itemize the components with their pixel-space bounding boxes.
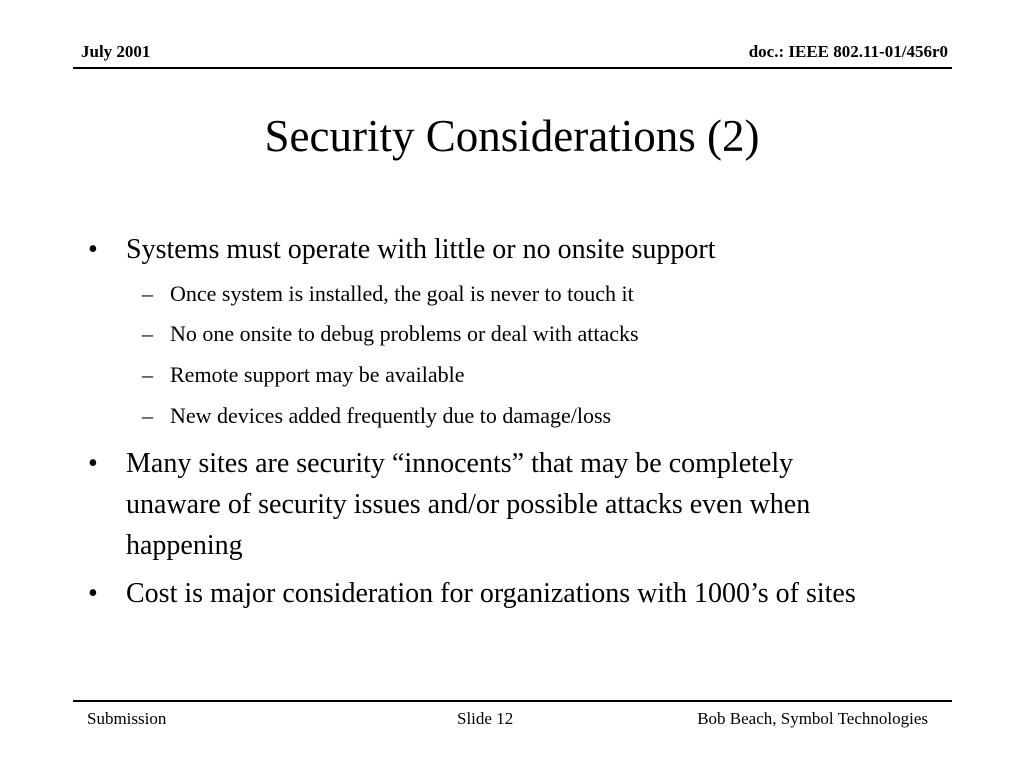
bullet-marker: • bbox=[88, 578, 98, 609]
footer-divider bbox=[73, 700, 952, 702]
sub-bullet-marker: – bbox=[142, 403, 153, 428]
bullet-text: Systems must operate with little or no onsite support bbox=[126, 234, 716, 265]
header-document-id: doc.: IEEE 802.11-01/456r0 bbox=[748, 42, 948, 61]
sub-bullet-marker: – bbox=[142, 362, 153, 387]
sub-bullet-text: Once system is installed, the goal is never to touch it bbox=[170, 281, 634, 306]
sub-bullet-marker: – bbox=[142, 321, 153, 346]
footer-slide-number: Slide 12 bbox=[457, 709, 514, 728]
sub-bullet-text: New devices added frequently due to damage/loss bbox=[170, 403, 612, 428]
sub-bullet-marker: – bbox=[142, 281, 153, 306]
bullet-text: Many sites are security “innocents” that may be completely unaware of security issues and/or possible attacks even when happening bbox=[126, 448, 811, 561]
bullet-text: Cost is major consideration for organizations with 1000’s of sites bbox=[126, 578, 856, 609]
slide-title: Security Considerations (2) bbox=[264, 111, 760, 161]
sub-bullet-text: No one onsite to debug problems or deal with attacks bbox=[170, 321, 639, 346]
header-date: July 2001 bbox=[81, 42, 151, 61]
footer-author: Bob Beach, Symbol Technologies bbox=[697, 709, 928, 728]
bullet-marker: • bbox=[88, 234, 98, 265]
bullet-marker: • bbox=[88, 448, 98, 479]
sub-bullet-text: Remote support may be available bbox=[170, 362, 465, 387]
footer-submission: Submission bbox=[87, 709, 167, 728]
